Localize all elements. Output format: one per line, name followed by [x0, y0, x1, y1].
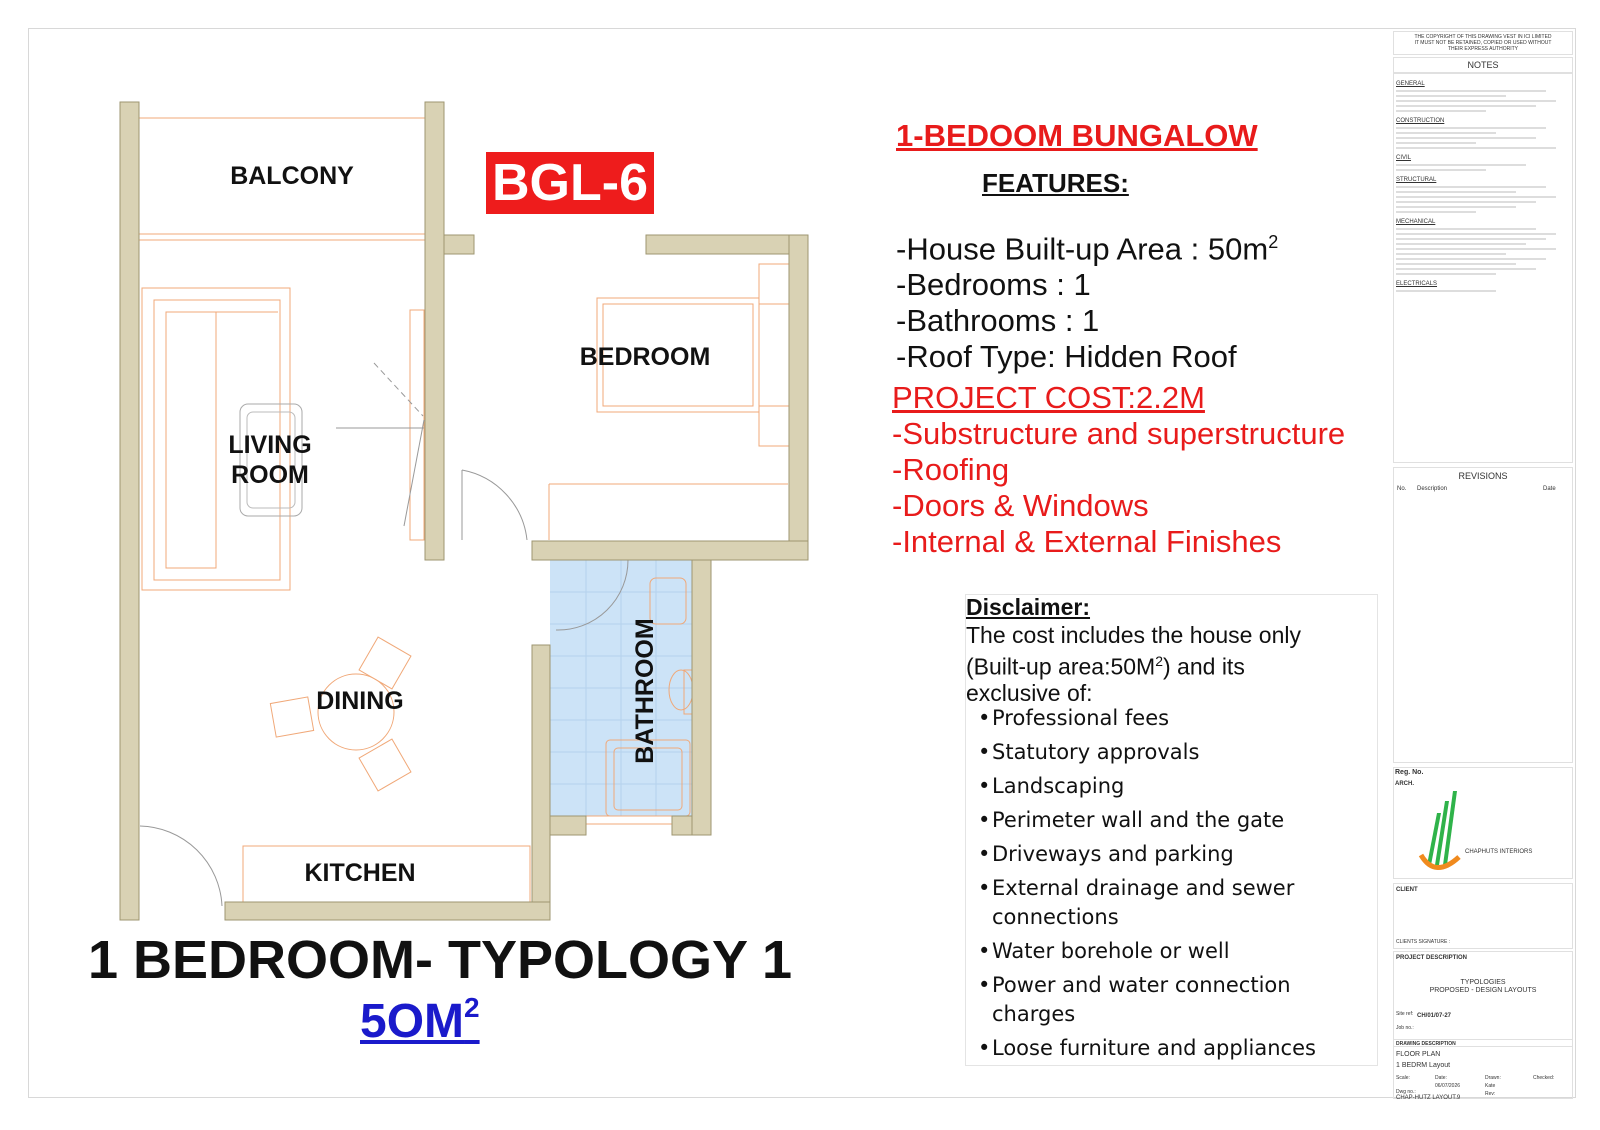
list-item-text: Driveways and parking — [992, 842, 1234, 866]
walls — [120, 102, 808, 920]
cost-item: -Doors & Windows — [892, 488, 1149, 523]
notes-section: ELECTRICALS — [1396, 281, 1438, 287]
typologies-label: TYPOLOGIES — [1460, 979, 1506, 986]
room-label-living-line2: ROOM — [231, 461, 309, 489]
list-item — [978, 874, 1378, 932]
logo-text: CHAPHUTS INTERIORS — [1465, 849, 1533, 855]
scale-label: Scale: — [1396, 1075, 1410, 1081]
feature-area-sup: 2 — [1268, 232, 1279, 252]
date-label: Date: — [1435, 1075, 1447, 1081]
room-label-dining: DINING — [316, 687, 404, 715]
list-item-text: Power and water connection charges — [992, 973, 1291, 1026]
client-label: CLIENT — [1396, 887, 1418, 893]
disclaimer-title: Disclaimer: — [966, 594, 1091, 620]
disclaimer-line2-sup: 2 — [1155, 653, 1163, 669]
list-item — [978, 806, 1378, 835]
notes-content — [1396, 81, 1568, 295]
revisions-heading: REVISIONS — [1458, 471, 1508, 481]
plan-area-value: 5OM — [360, 995, 465, 1048]
plan-area-link[interactable] — [360, 994, 480, 1050]
cost-heading: PROJECT COST:2.2M — [892, 380, 1205, 415]
list-item-text: Professional fees — [992, 706, 1170, 730]
room-label-bedroom: BEDROOM — [579, 343, 711, 371]
site-ref-label: Site ref: — [1396, 1011, 1414, 1017]
project-title: 1-BEDOOM BUNGALOW — [896, 118, 1258, 153]
arch-label: ARCH. — [1395, 781, 1414, 787]
list-item-text: Water borehole or well — [992, 939, 1230, 963]
list-item — [978, 704, 1378, 733]
project-description-label: PROJECT DESCRIPTION — [1396, 955, 1468, 961]
date-value: 06/07/2026 — [1435, 1083, 1461, 1089]
typology-badge: BGL-6 — [486, 152, 654, 214]
rev-col-no: No. — [1397, 486, 1407, 492]
list-item — [978, 937, 1378, 966]
bullet-icon: • — [978, 876, 991, 900]
disclaimer-line2-b: ) and its — [1163, 653, 1245, 680]
plan-area-sup: 2 — [464, 992, 480, 1023]
disclaimer-line2-a: (Built-up area:50M — [966, 653, 1156, 680]
features-heading: FEATURES: — [982, 168, 1129, 198]
cost-item: -Substructure and superstructure — [892, 416, 1346, 451]
list-item-text: Loose furniture and appliances — [992, 1036, 1316, 1060]
bullet-icon: • — [978, 706, 991, 730]
list-item-text: Landscaping — [992, 774, 1125, 798]
list-item-text: Statutory approvals — [992, 740, 1200, 764]
drawn-value: Kate — [1485, 1083, 1496, 1089]
site-ref-value: CH/01/07-27 — [1417, 1013, 1452, 1019]
checked-label: Checked: — [1533, 1075, 1555, 1081]
list-item — [978, 772, 1378, 801]
reg-no-label: Reg. No. — [1395, 769, 1424, 776]
notes-heading: NOTES — [1467, 60, 1499, 70]
disclaimer-line3: exclusive of: — [966, 679, 1093, 706]
dwg-no-value: CHAP-HUTZ LAYOUT.9 — [1396, 1095, 1461, 1101]
floor-plan-label: FLOOR PLAN — [1396, 1051, 1441, 1058]
cost-item: -Roofing — [892, 452, 1010, 487]
bullet-icon: • — [978, 740, 991, 764]
list-item-text: Perimeter wall and the gate — [992, 808, 1285, 832]
bullet-icon: • — [978, 808, 991, 832]
chaphuts-logo-icon — [1415, 787, 1465, 877]
room-label-living-line1: LIVING — [228, 431, 312, 459]
revisions-box — [1393, 467, 1573, 763]
notes-section: CIVIL — [1396, 155, 1412, 161]
project-description-box — [1393, 951, 1573, 1047]
disclaimer-list — [978, 704, 1378, 1068]
list-item — [978, 738, 1378, 767]
list-item — [978, 1034, 1378, 1063]
feature-bathrooms: -Bathrooms : 1 — [896, 303, 1100, 339]
features-list — [896, 224, 1278, 375]
room-label-living — [210, 430, 330, 490]
feature-area-text: -House Built-up Area : 50m — [896, 231, 1269, 267]
room-label-bathroom: BATHROOM — [631, 618, 659, 764]
notes-section: CONSTRUCTION — [1396, 118, 1445, 124]
layout-label: 1 BEDRM Layout — [1396, 1062, 1451, 1069]
rev-col-date: Date — [1543, 486, 1556, 492]
room-label-balcony: BALCONY — [230, 162, 354, 190]
client-signature-label: CLIENTS SIGNATURE : — [1396, 939, 1451, 945]
notes-section: STRUCTURAL — [1396, 177, 1437, 183]
rev-col-description: Description — [1417, 486, 1448, 492]
feature-bedrooms: -Bedrooms : 1 — [896, 267, 1091, 303]
proposed-label: PROPOSED - DESIGN LAYOUTS — [1429, 987, 1537, 994]
room-label-kitchen: KITCHEN — [304, 859, 416, 887]
cost-item: -Internal & External Finishes — [892, 524, 1282, 559]
bullet-icon: • — [978, 939, 991, 963]
drawing-description-box — [1393, 1039, 1573, 1099]
drawn-label: Drawn: — [1485, 1075, 1501, 1081]
bullet-icon: • — [978, 842, 991, 866]
copyright-text: THE COPYRIGHT OF THIS DRAWING VEST IN ICI LIMITED IT MUST NOT BE RETAINED, COPIED OR USED WITHOUT THEIR EXPRESS AUTHORITY — [1414, 34, 1552, 52]
rev-label: Rev: — [1485, 1091, 1496, 1097]
feature-roof: -Roof Type: Hidden Roof — [896, 339, 1237, 375]
disclaimer-line2 — [966, 648, 1366, 680]
disclaimer-line1: The cost includes the house only — [966, 622, 1301, 648]
bullet-icon: • — [978, 1036, 991, 1060]
list-item-text: External drainage and sewer connections — [992, 876, 1295, 929]
notes-section: MECHANICAL — [1396, 219, 1436, 225]
title-block — [1393, 31, 1573, 1099]
bullet-icon: • — [978, 774, 991, 798]
cost-list — [892, 380, 1345, 560]
list-item — [978, 971, 1378, 1029]
disclaimer-body — [966, 622, 1366, 706]
plan-title: 1 BEDROOM- TYPOLOGY 1 — [87, 930, 793, 990]
drawing-description-label: DRAWING DESCRIPTION — [1396, 1041, 1456, 1047]
job-no-label: Job no.: — [1396, 1025, 1414, 1031]
list-item — [978, 840, 1378, 869]
feature-area — [896, 224, 1278, 267]
notes-section: GENERAL — [1396, 81, 1425, 87]
dwg-no-label: Dwg no.: — [1396, 1089, 1416, 1095]
bullet-icon: • — [978, 973, 991, 997]
